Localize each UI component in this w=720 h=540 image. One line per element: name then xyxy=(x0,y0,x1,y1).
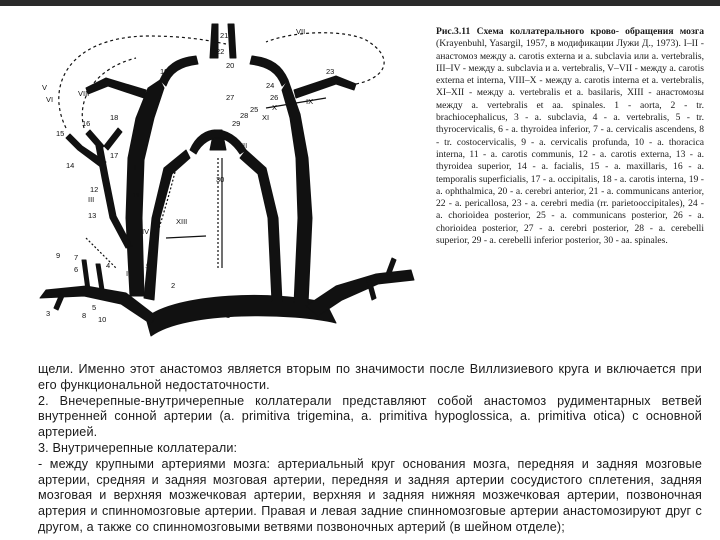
label-12: 12 xyxy=(90,185,99,194)
label-roman-VI: VI xyxy=(46,95,54,104)
label-16: 16 xyxy=(82,119,91,128)
label-29: 29 xyxy=(232,119,241,128)
label-7: 7 xyxy=(74,253,79,262)
page-top-border xyxy=(0,0,720,6)
label-roman-II: II xyxy=(134,163,139,172)
middle-cerebral-left xyxy=(294,76,356,98)
paragraph-4: - между крупными артериями мозга: артериальный круг основания мозга, передняя и задняя мозговые артерии, средняя и задняя мозговая артерии, передняя и задняя артерии сосудистого сплетения, задняя мозговая и верхняя мозжечковая артерии, верхняя и задняя нижняя мозжечковая артерии, позвоночная артерия и спинномозговые артерии. Правая и левая задние спинномозговые артерии анастомозируют друг с другом, а также со спинномозговыми ветвями позвоночных артерий (в шейном отделе); xyxy=(38,456,702,534)
label-roman-VIII: VIII xyxy=(78,89,90,98)
label-5: 5 xyxy=(92,303,97,312)
label-roman-VII: VII xyxy=(296,27,306,36)
right-common-carotid xyxy=(126,80,164,296)
label-roman-X: X xyxy=(272,103,278,112)
label-13: 13 xyxy=(88,211,97,220)
paragraph-3: 3. Внутричерепные коллатерали: xyxy=(38,440,238,455)
caption-title: Рис.3.11 Схема коллатерального крово- обращения мозга xyxy=(436,26,704,37)
label-roman-V: V xyxy=(42,83,48,92)
label-3: 3 xyxy=(46,309,51,318)
figure-caption xyxy=(436,26,704,247)
label-2: 2 xyxy=(171,281,176,290)
label-25: 25 xyxy=(250,105,259,114)
label-22: 22 xyxy=(216,47,225,56)
label-roman-XIII: XIII xyxy=(176,217,188,226)
left-common-carotid xyxy=(282,80,312,304)
label-26: 26 xyxy=(270,93,279,102)
label-27: 27 xyxy=(226,93,235,102)
label-17: 17 xyxy=(110,151,119,160)
label-19: 19 xyxy=(160,67,169,76)
body-text xyxy=(38,362,702,536)
left-vertebral-artery xyxy=(240,150,282,302)
label-roman-III: III xyxy=(88,195,95,204)
label-roman-IV: IV xyxy=(142,227,150,236)
label-18: 18 xyxy=(110,113,119,122)
label-1: 1 xyxy=(226,311,231,320)
label-11: 11 xyxy=(132,191,140,200)
label-21: 21 xyxy=(220,31,229,40)
label-roman-IX: IX xyxy=(306,97,314,106)
label-20: 20 xyxy=(226,61,235,70)
paragraph-1: щели. Именно этот анастомоз является вторым по значимости после Виллизиевого круга и включается при его функциональной недостаточности. xyxy=(38,362,702,392)
caption-source: (Krayenbuhl, Yasargil, 1957, в модификации Лужи Д., 1973). xyxy=(436,38,681,50)
left-subclavian-artery xyxy=(306,270,414,316)
label-9: 9 xyxy=(56,251,61,260)
label-4: 4 xyxy=(106,261,111,270)
label-28: 28 xyxy=(240,111,249,120)
label-roman-XI: XI xyxy=(262,113,270,122)
paragraph-2: 2. Внечерепные-внутричерепные коллатерали представляют собой анастомоз рудиментарных ветвей внутренней сонной артерии (a. primitiva trigemina, a. primitiva hypoglossica, a. primitiva otica) с основной артерией. xyxy=(38,393,702,440)
label-10: 10 xyxy=(98,315,107,324)
label-30: 30 xyxy=(216,175,225,184)
label-6: 6 xyxy=(74,265,79,274)
label-14: 14 xyxy=(66,161,75,170)
label-roman-I: I xyxy=(126,269,129,278)
caption-text: I–II - анастомоз между a. carotis externa и a. subclavia или a. vertebralis, III–IV - между a. subclavia и a. vertebralis, V–VII - между a. carotis externa et interna, VIII–X - между a. carotis interna et a. vertebralis, XI–XII - между a. vertebralis et a. basilaris, XIII - анастомозы между a. vertebralis et aa. spinales. 1 - aorta, 2 - tr. brachiocephalicus, 3 - a. subclavia, 4 - a. vertebralis, 5 - tr. thyrocervicalis, 6 - a. thyroidea inferior, 7 - a. cervicalis ascendens, 8 - tr. costocervicalis, 9 - a. cervicalis profunda, 10 - a. thoracica interna, 11 - a. carotis communis, 12 - a. carotis externa, 13 - a. thyroidea superior, 14 - a. facialis, 15 - a. maxillaris, 16 - a. temporalis superficialis, 17 - a. occipitalis, 18 - a. carotis interna, 19 - a. ophthalmica, 20 - a. cerebri anterior, 21 - a. communicans anterior, 22 - a. pericallosa, 23 - a. cerebri media (rr. parietooccipitales), 24 - a. chorioidea posterior, 25 - a. communicans posterior, 26 - a. chorioidea posterior, 27 - a. cerebri posterior, 28 - a. cerebelli superior, 29 - a. cerebelli inferior posterior, 30 - aa. spinales. xyxy=(436,38,704,247)
collateral-circulation-diagram xyxy=(26,18,426,348)
label-15: 15 xyxy=(56,129,65,138)
label-23: 23 xyxy=(326,67,335,76)
label-8: 8 xyxy=(82,311,87,320)
label-roman-XII: XII xyxy=(238,141,248,150)
label-24: 24 xyxy=(266,81,275,90)
